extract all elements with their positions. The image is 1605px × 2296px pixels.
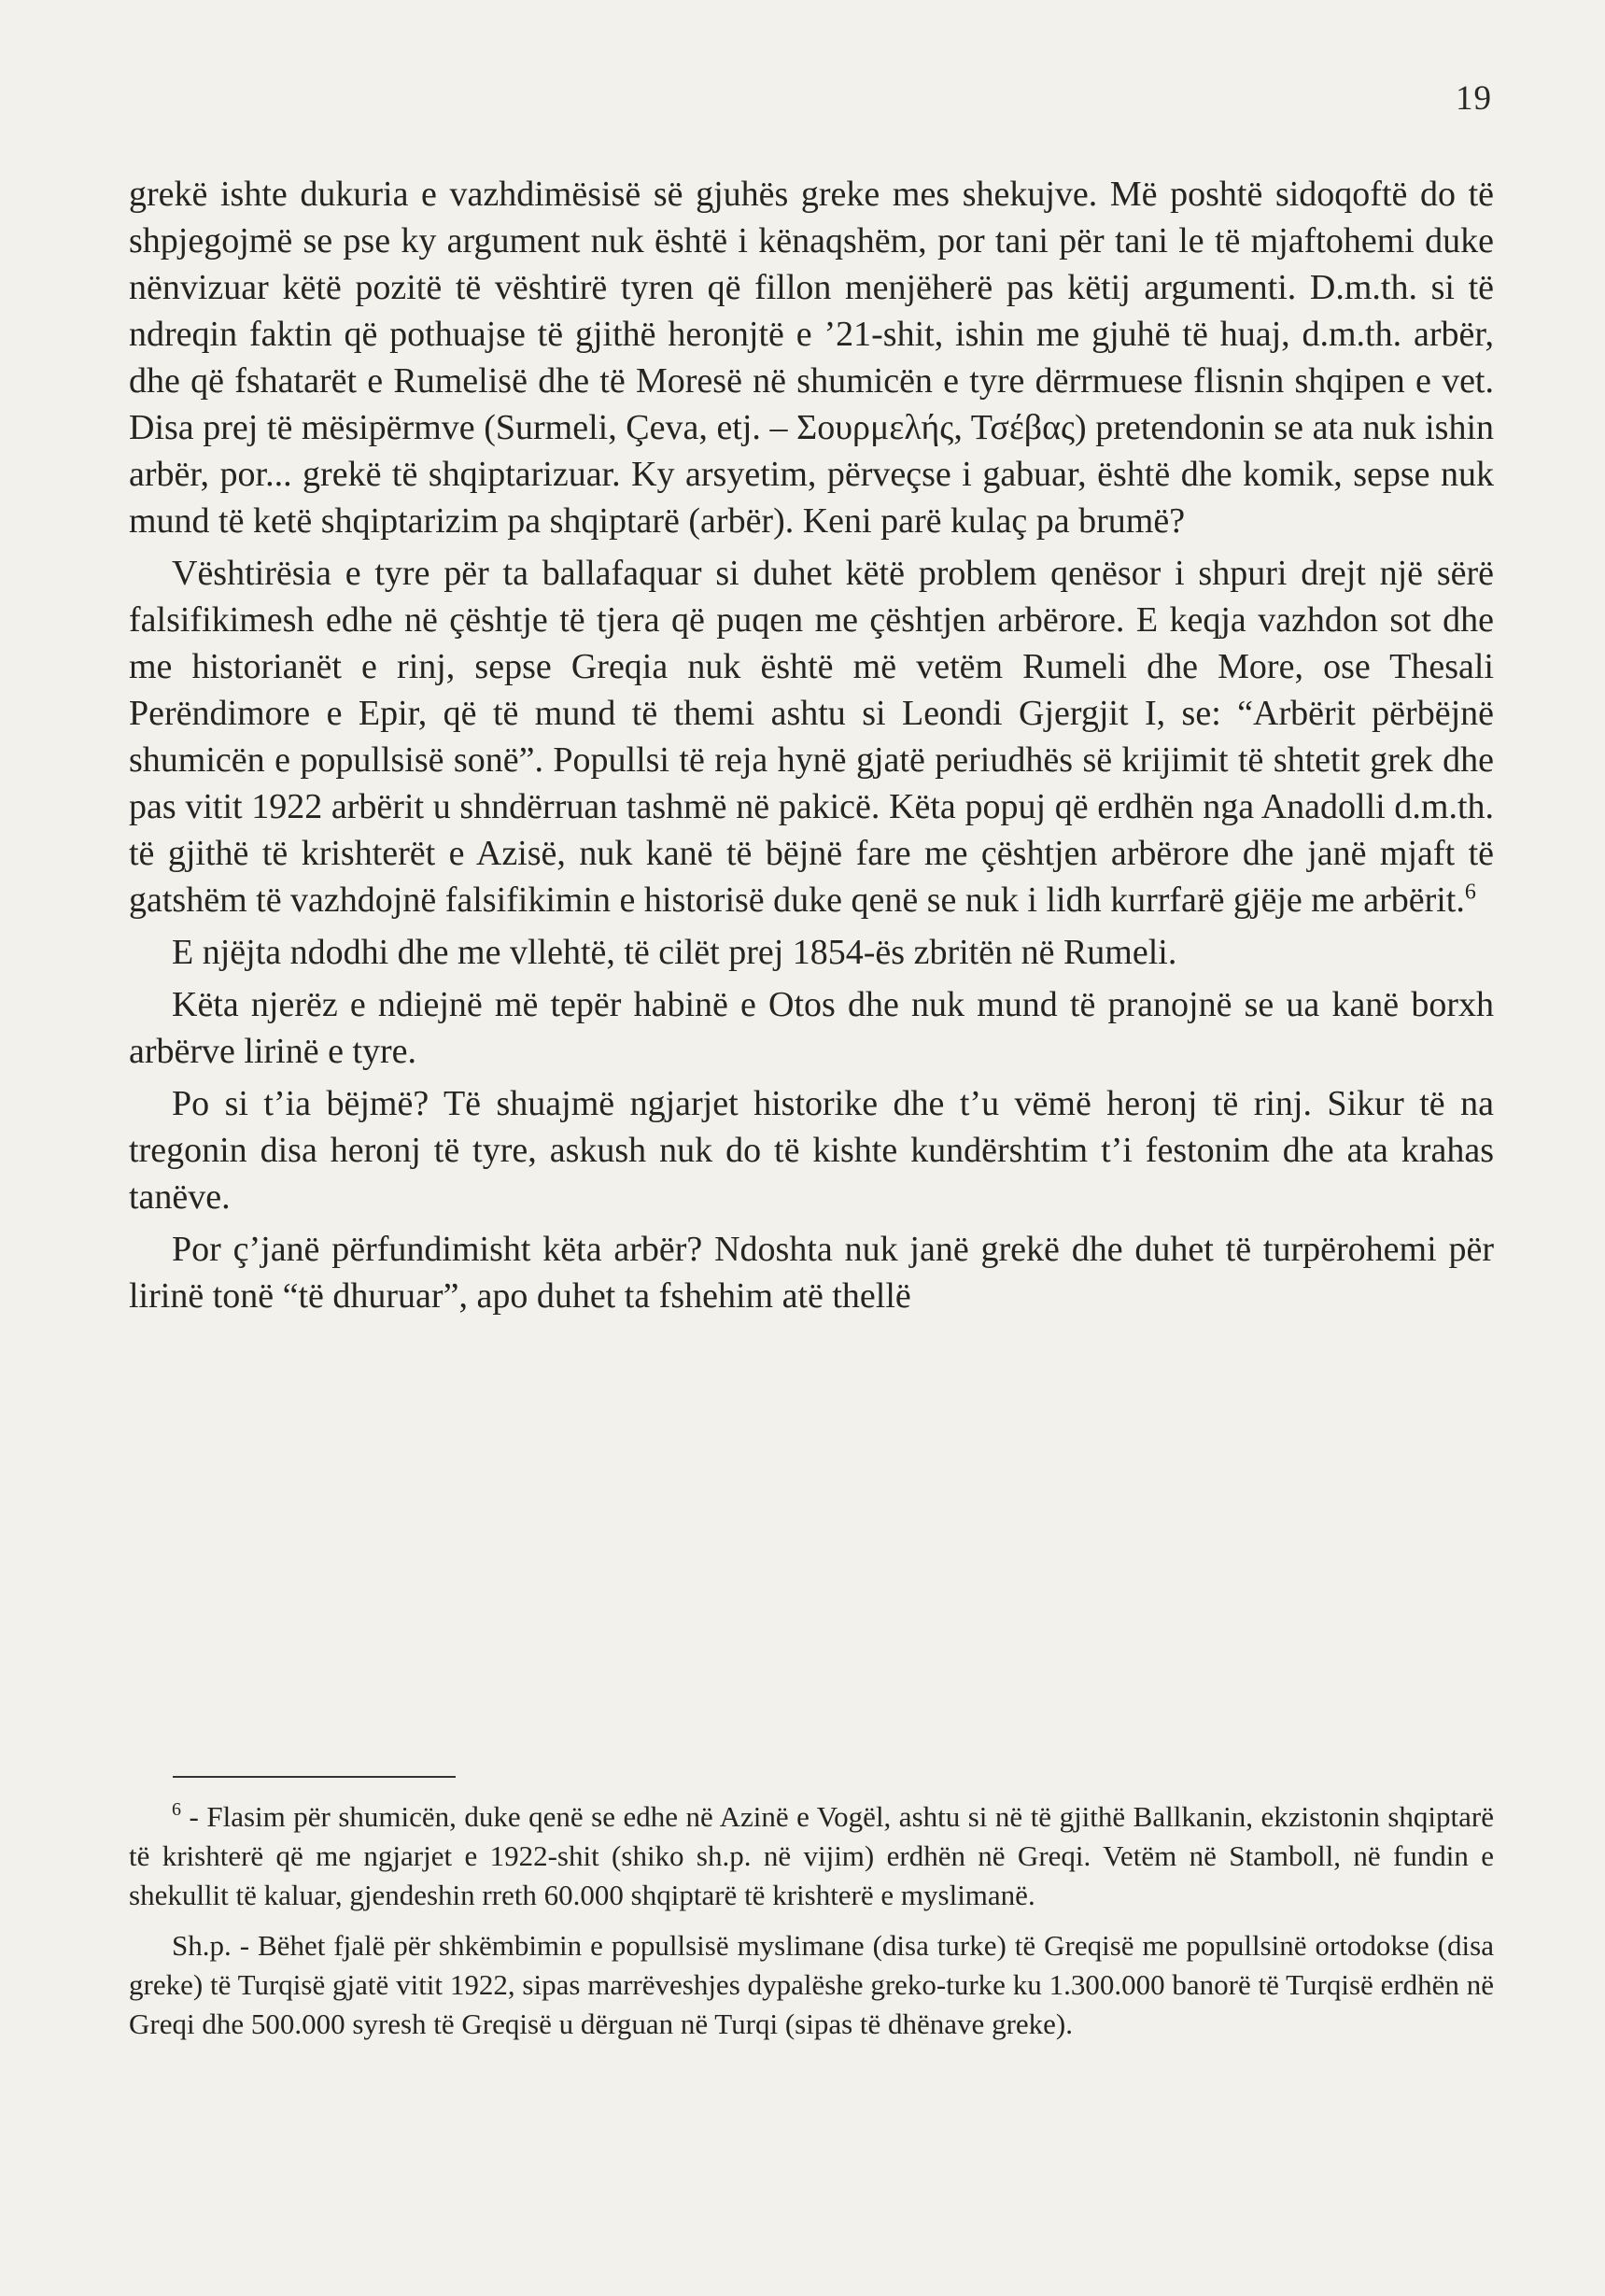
page-number: 19 <box>1456 79 1492 118</box>
footnote-reference: 6 <box>1464 880 1476 905</box>
paragraph-2-text: Vështirësia e tyre për ta ballafaquar si duhet këtë problem qenësor i shpuri drejt një sërë falsifikimesh edhe në çështje të tjera që puqen me çështjen arbërore. E keqja vazhdon sot dhe me historianët e rinj, sepse Greqia nuk është më vetëm Rumeli dhe More, ose Thesali Perëndimore e Epir, që të mund të themi ashtu si Leondi Gjergjit I, se: “Arbërit përbëjnë shumicën e popullsisë sonë”. Popullsi të reja hynë gjatë periudhës së krijimit të shtetit grek dhe pas vitit 1922 arbërit u shndërruan tashmë në pakicë. Këta popuj që erdhën nga Anadolli d.m.th. të gjithë të krishterët e Azisë, nuk kanë të bëjnë fare me çështjen arbërore dhe janë mjaft të gatshëm të vazhdojnë falsifikimin e historisë duke qenë se nuk i lidh kurrfarë gjëje me arbërit. <box>129 554 1494 920</box>
paragraph-4: Këta njerëz e ndiejnë më tepër habinë e Otos dhe nuk mund të pranojnë se ua kanë borxh arbërve lirinë e tyre. <box>129 985 1494 1071</box>
footnote-divider <box>173 1776 456 1778</box>
footnote-6 <box>129 1797 1494 1915</box>
body-text <box>129 171 1494 1319</box>
paragraph-5: Po si t’ia bëjmë? Të shuajmë ngjarjet historike dhe t’u vëmë heronj të rinj. Sikur të na tregonin disa heronj të tyre, askush nuk do të kishte kundërshtim t’i festonim dhe ata krahas tanëve. <box>129 1084 1494 1217</box>
paragraph-6: Por ç’janë përfundimisht këta arbër? Ndoshta nuk janë grekë dhe duhet të turpërohemi për lirinë tonë “të dhuruar”, apo duhet ta fshehim atë thellë <box>129 1230 1494 1316</box>
footnote-marker: 6 <box>172 1799 181 1820</box>
footnote-6-text: - Flasim për shumicën, duke qenë se edhe në Azinë e Vogël, ashtu si në të gjithë Ballkanin, ekzistonin shqiptarë të krishterë që me ngjarjet e 1922-shit (shiko sh.p. në vijim) erdhën në Greqi. Vetëm në Stamboll, në fundin e shekullit të kaluar, gjendeshin rreth 60.000 shqiptarë të krishterë e myslimanë. <box>129 1800 1495 1911</box>
paragraph-1: grekë ishte dukuria e vazhdimësisë së gjuhës greke mes shekujve. Më poshtë sidoqoftë do të shpjegojmë se pse ky argument nuk është i kënaqshëm, por tani për tani le të mjaftohemi duke nënvizuar këtë pozitë të vështirë tyren që fillon menjëherë pas këtij argumenti. D.m.th. si të ndreqin faktin që pothuajse të gjithë heronjtë e ’21-shit, ishin me gjuhë të huaj, d.m.th. arbër, dhe që fshatarët e Rumelisë dhe të Moresë në shumicën e tyre dërrmuese flisnin shqipen e vet. Disa prej të mësipërmve (Surmeli, Çeva, etj. – Σουρμελής, Τσέβας) pretendonin se ata nuk ishin arbër, por... grekë të shqiptarizuar. Ky arsyetim, përveçse i gabuar, është dhe komik, sepse nuk mund të ketë shqiptarizim pa shqiptarë (arbër). Keni parë kulaç pa brumë? <box>129 175 1494 541</box>
publisher-note: Sh.p. - Bëhet fjalë për shkëmbimin e popullsisë myslimane (disa turke) të Greqisë me popullsinë ortodokse (disa greke) të Turqisë gjatë vitit 1922, sipas marrëveshjes dypalëshe greko-turke ku 1.300.000 banorë të Turqisë erdhën në Greqi dhe 500.000 syresh të Greqisë u dërguan në Turqi (sipas të dhënave greke). <box>129 1929 1494 2040</box>
footnotes <box>129 1797 1494 2044</box>
paragraph-2 <box>129 550 1494 923</box>
paragraph-3: E njëjta ndodhi dhe me vllehtë, të cilët prej 1854-ës zbritën në Rumeli. <box>172 933 1177 972</box>
